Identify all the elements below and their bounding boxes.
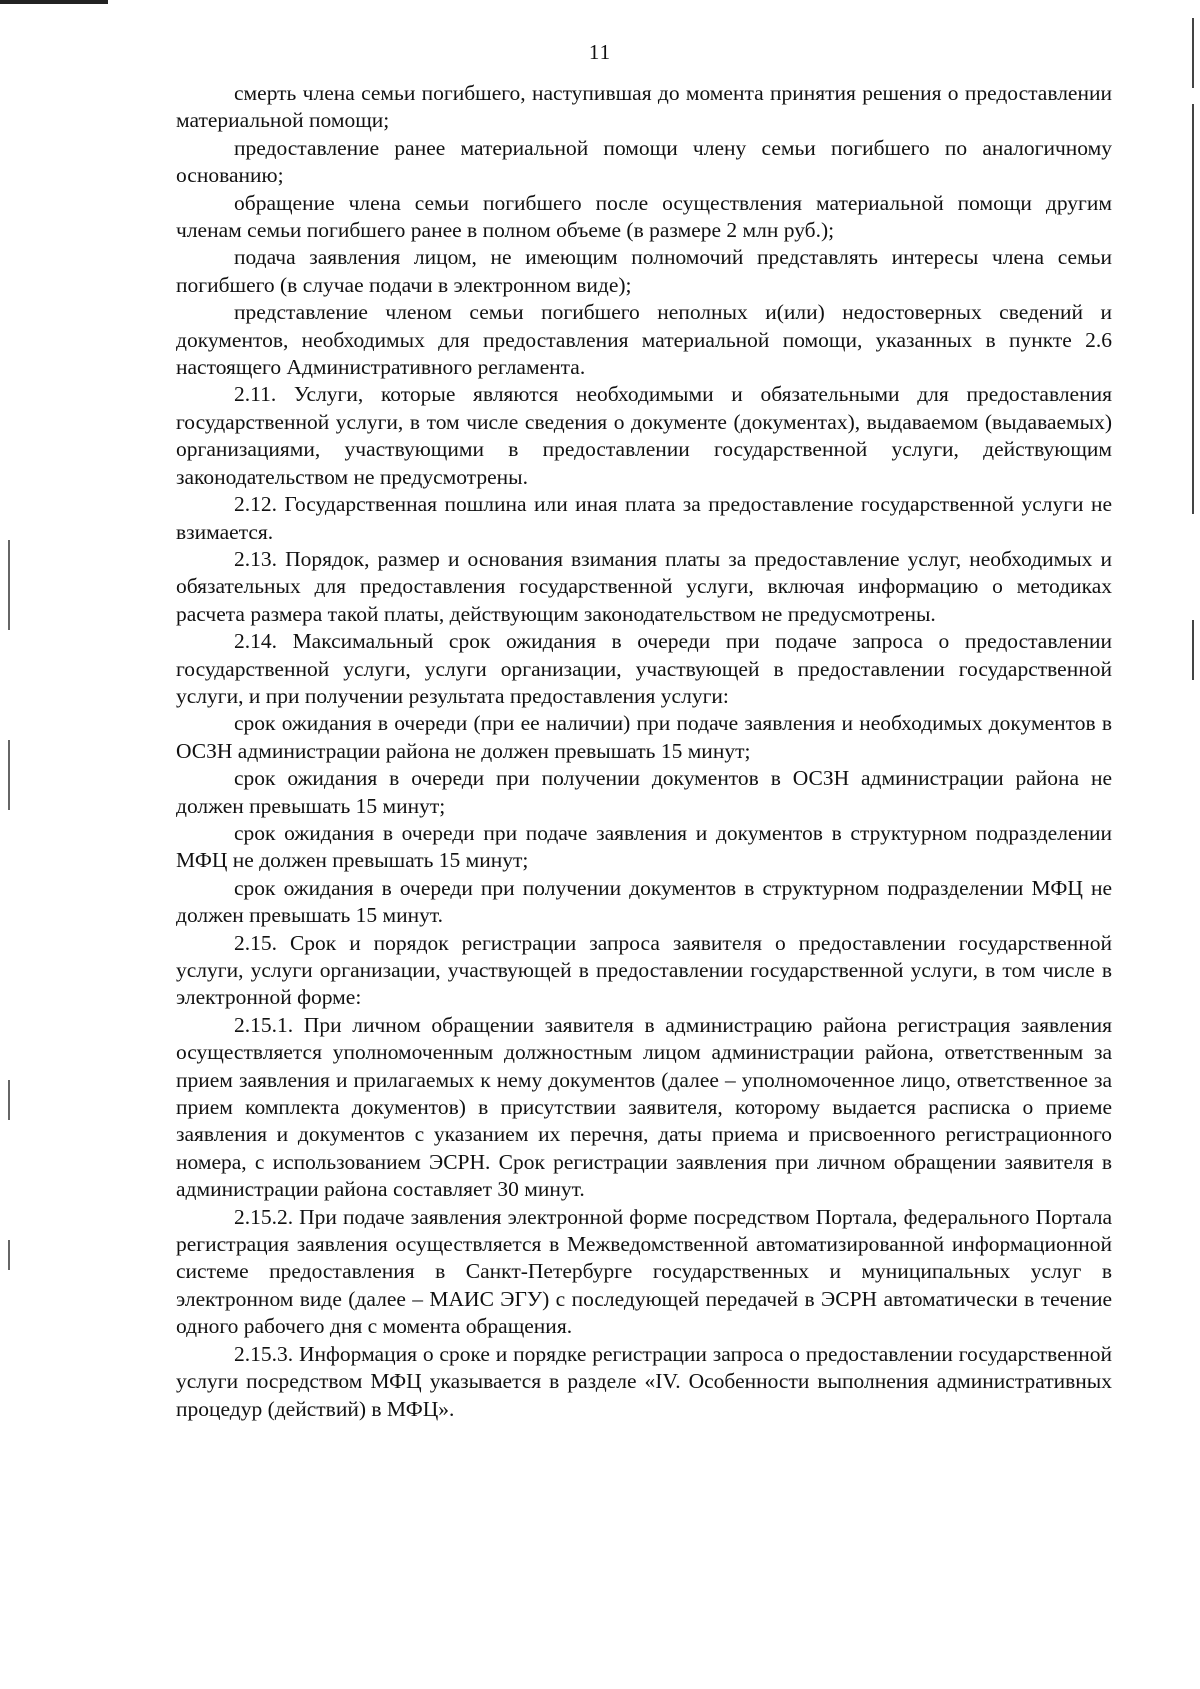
paragraph: 2.15.2. При подаче заявления электронной форме посредством Портала, федерального Портала регистрация заявления осуществляется в Межведомственной автоматизированной информационной системе предоставления в Санкт-Петербурге государственных и муниципальных услуг в электронном виде (далее – МАИС ЭГУ) с последующей передачей в ЭСРН автоматически в течение одного рабочего дня с момента обращения. [176, 1204, 1112, 1339]
scan-edge-line [8, 1240, 10, 1270]
paragraph: 2.11. Услуги, которые являются необходимыми и обязательными для предоставления государственной услуги, в том числе сведения о документе (документах), выдаваемом (выдаваемых) организациями, участвующими в предоставлении государственной услуги, действующим законодательством не предусмотрены. [176, 382, 1112, 489]
paragraph: смерть члена семьи погибшего, наступившая до момента принятия решения о предоставлении материальной помощи; [176, 81, 1112, 133]
paragraph: 2.15.3. Информация о сроке и порядке регистрации запроса о предоставлении государственной услуги посредством МФЦ указывается в разделе «IV. Особенности выполнения административных процедур (действий) в МФЦ». [176, 1341, 1112, 1421]
paragraph: представление членом семьи погибшего неполных и(или) недостоверных сведений и документов, необходимых для предоставления материальной помощи, указанных в пункте 2.6 настоящего Административного регламента. [176, 300, 1112, 380]
paragraph: срок ожидания в очереди при получении документов в структурном подразделении МФЦ не должен превышать 15 минут. [176, 875, 1112, 928]
paragraph: 2.15.1. При личном обращении заявителя в администрацию района регистрация заявления осуществляется уполномоченным должностным лицом администрации района, ответственным за прием заявления и прилагаемых к нему документов (далее – уполномоченное лицо, ответственное за прием комплекта документов) в присутствии заявителя, которому выдается расписка о приеме заявления и документов с указанием их перечня, даты приема и присвоенного регистрационного номера, с использованием ЭСРН. Срок регистрации заявления при личном обращении заявителя в администрации района составляет 30 минут. [176, 1012, 1112, 1202]
document-body [176, 80, 1112, 1423]
paragraph: срок ожидания в очереди при получении документов в ОСЗН администрации района не должен превышать 15 минут; [176, 766, 1112, 818]
paragraph: 2.15. Срок и порядок регистрации запроса заявителя о предоставлении государственной услуги, услуги организации, участвующей в предоставлении государственной услуги, в том числе в электронной форме: [176, 930, 1112, 1010]
paragraph: подача заявления лицом, не имеющим полномочий представлять интересы члена семьи погибшего (в случае подачи в электронном виде); [176, 245, 1112, 297]
paragraph: 2.14. Максимальный срок ожидания в очереди при подаче запроса о предоставлении государственной услуги, услуги организации, участвующей в предоставлении государственной услуги, и при получении результата предоставления услуги: [176, 629, 1112, 708]
paragraph: обращение члена семьи погибшего после осуществления материальной помощи другим членам семьи погибшего ранее в полном объеме (в размере 2 млн руб.); [176, 190, 1112, 243]
paragraph: 2.13. Порядок, размер и основания взимания платы за предоставление услуг, необходимых и обязательных для предоставления государственной услуги, включая информацию о методиках расчета размера такой платы, действующим законодательством не предусмотрены. [176, 546, 1112, 626]
page-number: 11 [588, 40, 612, 64]
scan-edge-line [8, 740, 10, 810]
scan-edge-line [8, 1080, 10, 1120]
scan-edge-line [1192, 104, 1194, 514]
paragraph: срок ожидания в очереди (при ее наличии) при подаче заявления и необходимых документов в ОСЗН администрации района не должен превышать 15 минут; [176, 711, 1112, 763]
paragraph: срок ожидания в очереди при подаче заявления и документов в структурном подразделении МФЦ не должен превышать 15 минут; [176, 820, 1112, 873]
scan-edge-line [1192, 620, 1194, 680]
scan-edge-line [8, 540, 10, 630]
paragraph: 2.12. Государственная пошлина или иная плата за предоставление государственной услуги не взимается. [176, 492, 1112, 544]
paragraph: предоставление ранее материальной помощи члену семьи погибшего по аналогичному основанию; [176, 135, 1112, 188]
scan-edge-mark [0, 0, 108, 4]
